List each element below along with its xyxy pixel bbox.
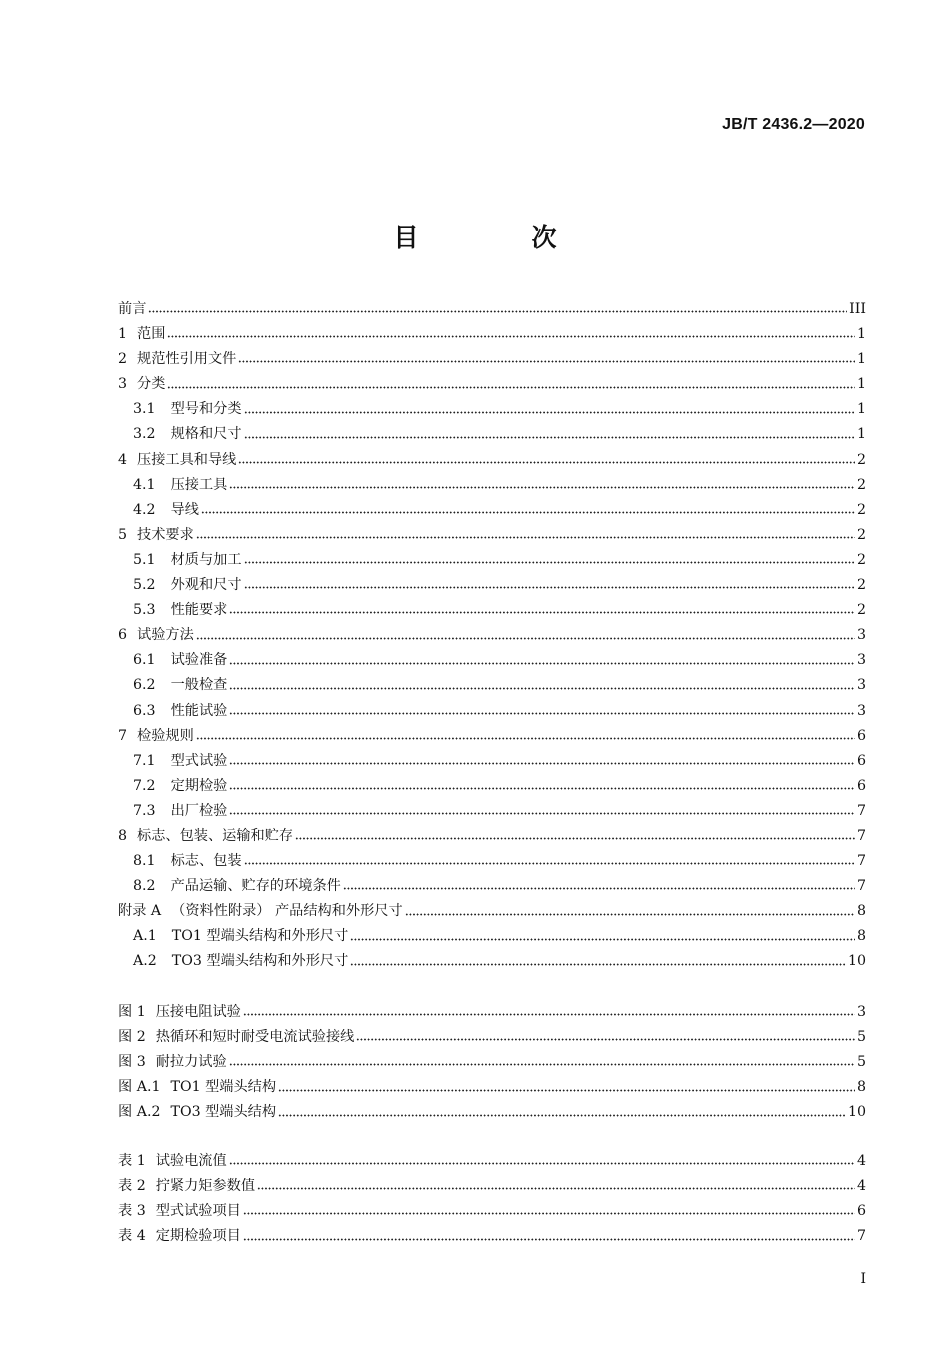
toc-entry-number: 8.1 — [133, 853, 156, 870]
toc-entry-label: 型式试验 — [170, 752, 228, 769]
toc-entry-label: 规范性引用文件 — [137, 351, 237, 368]
toc-entry-page: 2 — [856, 602, 866, 619]
toc-entry-label: 试验准备 — [170, 652, 228, 669]
toc-entry-label: 范围 — [137, 326, 166, 343]
toc-entry-number: 6.1 — [133, 652, 156, 669]
toc-entry-page: 3 — [856, 702, 866, 719]
toc-entry-page: 10 — [847, 1104, 866, 1121]
toc-entry-page: 2 — [856, 577, 866, 594]
toc-entry[interactable] — [118, 422, 866, 447]
toc-entry-label: 定期检验 — [170, 777, 228, 794]
toc-entry-number: 表 3 — [118, 1203, 146, 1220]
toc-entry-number: 7.1 — [133, 752, 156, 769]
toc-entry-number: 3 — [118, 376, 128, 393]
toc-entry-page: 7 — [856, 827, 866, 844]
toc-leader-dots — [257, 1180, 855, 1194]
toc-leader-dots — [278, 1106, 846, 1120]
page-title: 目 次 — [393, 223, 601, 252]
toc-entry-label: TO1 型端头结构和外形尺寸 — [171, 928, 349, 945]
toc-leader-dots — [350, 955, 846, 969]
toc-entry-page: 5 — [856, 1029, 866, 1046]
toc-entry-label: 导线 — [170, 501, 199, 518]
toc-entry[interactable] — [118, 724, 866, 749]
toc-entry-number: 5.1 — [133, 551, 156, 568]
toc-entry-number: 附录 A — [118, 903, 162, 920]
toc-entry-label: TO1 型端头结构 — [170, 1079, 277, 1096]
page-number: I — [860, 1271, 866, 1287]
toc-entry-page: 1 — [856, 376, 866, 393]
toc-entry[interactable] — [118, 949, 866, 974]
toc-entry[interactable] — [118, 397, 866, 422]
toc-entry-number: 3.1 — [133, 401, 156, 418]
toc-entry-page: 2 — [856, 476, 866, 493]
toc-entry-page: 8 — [856, 928, 866, 945]
toc-entry-label: TO3 型端头结构和外形尺寸 — [171, 953, 349, 970]
toc-sections-list — [118, 297, 866, 975]
toc-entry[interactable] — [118, 473, 866, 498]
toc-leader-dots — [243, 1230, 855, 1244]
toc-entry[interactable] — [118, 347, 866, 372]
toc-entry[interactable] — [118, 799, 866, 824]
toc-entry-label: 前言 — [118, 301, 147, 317]
toc-entry-label: 分类 — [137, 376, 166, 393]
toc-entry[interactable] — [118, 1224, 866, 1249]
toc-entry-number: 5.3 — [133, 602, 156, 619]
toc-entry-page: 8 — [856, 903, 866, 920]
toc-entry[interactable] — [118, 322, 866, 347]
toc-entry-label: 性能试验 — [170, 702, 228, 719]
toc-entry[interactable] — [118, 498, 866, 523]
toc-entry-label: 热循环和短时耐受电流试验接线 — [155, 1029, 355, 1046]
toc-entry-number: 6.2 — [133, 677, 156, 694]
toc-leader-dots — [196, 629, 855, 643]
toc-leader-dots — [238, 353, 855, 367]
toc-entry[interactable] — [118, 523, 866, 548]
toc-entry-page: 3 — [856, 1004, 866, 1020]
toc-entry-page: 7 — [856, 878, 866, 895]
toc-leader-dots — [229, 754, 855, 768]
toc-entry[interactable] — [118, 372, 866, 397]
toc-leader-dots — [229, 704, 855, 718]
toc-entry[interactable] — [118, 899, 866, 924]
toc-entry-label: 试验电流值 — [155, 1153, 227, 1169]
toc-entry-number: 3.2 — [133, 426, 156, 443]
document-code: JB/T 2436.2—2020 — [722, 116, 865, 133]
toc-entry-page: 7 — [856, 1228, 866, 1245]
toc-entry[interactable] — [118, 1199, 866, 1224]
toc-entry-label: 产品运输、贮存的环境条件 — [170, 878, 341, 895]
toc-entry-number: 表 1 — [118, 1153, 146, 1169]
toc-leader-dots — [243, 1005, 855, 1019]
toc-leader-dots — [356, 1031, 855, 1045]
toc-leader-dots — [295, 829, 855, 843]
toc-entry-page: 4 — [856, 1178, 866, 1195]
toc-leader-dots — [244, 403, 855, 417]
toc-leader-dots — [405, 905, 855, 919]
toc-entry-number: 1 — [118, 326, 128, 343]
toc-entry[interactable] — [118, 297, 866, 322]
toc-entry-label: 压接工具 — [170, 476, 228, 493]
toc-entry[interactable] — [118, 1000, 866, 1025]
toc-leader-dots — [229, 654, 855, 668]
toc-entry-page: 8 — [856, 1079, 866, 1096]
toc-entry-number: 7.2 — [133, 777, 156, 794]
toc-entry-number: 表 2 — [118, 1178, 146, 1195]
toc-entry-label: 规格和尺寸 — [170, 426, 242, 443]
toc-entry-page: 1 — [856, 426, 866, 443]
toc-entry-page: 3 — [856, 652, 866, 669]
toc-tables-list — [118, 1149, 866, 1249]
toc-entry[interactable] — [118, 699, 866, 724]
toc-entry-page: 5 — [856, 1054, 866, 1071]
toc-entry-number: 图 1 — [118, 1004, 146, 1020]
toc-entry[interactable] — [118, 598, 866, 623]
toc-leader-dots — [243, 1205, 855, 1219]
toc-leader-dots — [350, 930, 855, 944]
toc-entry[interactable] — [118, 924, 866, 949]
toc-leader-dots — [229, 779, 855, 793]
toc-leader-dots — [229, 679, 855, 693]
toc-entry-label: 材质与加工 — [170, 551, 242, 568]
toc-entry-number: A.1 — [133, 928, 157, 945]
toc-entry-label: TO3 型端头结构 — [170, 1104, 277, 1121]
toc-entry[interactable] — [118, 1174, 866, 1199]
toc-entry-label: 一般检查 — [170, 677, 228, 694]
toc-entry-label: 出厂检验 — [170, 802, 228, 819]
toc-entry[interactable] — [118, 874, 866, 899]
toc-entry-page: 1 — [856, 401, 866, 418]
toc-leader-dots — [167, 378, 855, 392]
toc-entry[interactable] — [118, 824, 866, 849]
toc-leader-dots — [201, 503, 855, 517]
toc-entry-number: 表 4 — [118, 1228, 146, 1245]
toc-entry-label: 外观和尺寸 — [170, 577, 242, 594]
toc-entry[interactable] — [118, 1100, 866, 1125]
toc-entry[interactable] — [118, 673, 866, 698]
toc-entry-page: 2 — [856, 551, 866, 568]
toc-entry-number: 5.2 — [133, 577, 156, 594]
toc-entry-label: 型号和分类 — [170, 401, 242, 418]
toc-leader-dots — [229, 604, 855, 618]
toc-entry-label: 压接电阻试验 — [155, 1004, 241, 1020]
toc-entry-label: 耐拉力试验 — [155, 1054, 227, 1071]
toc-entry[interactable] — [118, 849, 866, 874]
toc-leader-dots — [244, 428, 855, 442]
toc-entry[interactable] — [118, 548, 866, 573]
toc-leader-dots — [229, 1056, 855, 1070]
toc-entry-number: 图 2 — [118, 1029, 146, 1046]
toc-entry-page: 3 — [856, 677, 866, 694]
toc-entry-number: 4.1 — [133, 476, 156, 493]
toc-entry-number: 8 — [118, 827, 128, 844]
toc-entry-number: 5 — [118, 526, 128, 543]
toc-entry-number: 7.3 — [133, 802, 156, 819]
toc-entry-page: 1 — [856, 351, 866, 368]
toc-entry-page: 2 — [856, 451, 866, 468]
toc-leader-dots — [238, 453, 855, 467]
toc-entry-page: 6 — [856, 777, 866, 794]
toc-leader-dots — [196, 729, 855, 743]
toc-entry[interactable] — [118, 573, 866, 598]
toc-entry[interactable] — [118, 749, 866, 774]
toc-entry-label: 标志、包装、运输和贮存 — [137, 827, 294, 844]
toc-leader-dots — [244, 855, 855, 869]
toc-leader-dots — [229, 1154, 855, 1168]
toc-entry[interactable] — [118, 1075, 866, 1100]
toc-entry[interactable] — [118, 1050, 866, 1075]
toc-figures-list — [118, 1000, 866, 1125]
toc-leader-dots — [167, 328, 855, 342]
toc-entry-label: 型式试验项目 — [155, 1203, 241, 1220]
toc-entry-number: 图 A.1 — [118, 1079, 161, 1096]
toc-entry-number: 4 — [118, 451, 128, 468]
toc-entry-number: 2 — [118, 351, 128, 368]
toc-entry[interactable] — [118, 1025, 866, 1050]
toc-leader-dots — [148, 302, 847, 316]
toc-entry-number: 6 — [118, 627, 128, 644]
toc-entry-page: 6 — [856, 752, 866, 769]
toc-entry-label: 定期检验项目 — [155, 1228, 241, 1245]
toc-entry-page: 1 — [856, 326, 866, 343]
toc-entry-label: 性能要求 — [170, 602, 228, 619]
toc-entry-page: 2 — [856, 501, 866, 518]
toc-entry-page: III — [849, 301, 866, 317]
toc-entry[interactable] — [118, 1149, 866, 1174]
toc-entry[interactable] — [118, 774, 866, 799]
toc-leader-dots — [244, 553, 855, 567]
toc-entry-number: A.2 — [133, 953, 157, 970]
toc-leader-dots — [244, 578, 855, 592]
toc-entry-number: 4.2 — [133, 501, 156, 518]
toc-entry-page: 7 — [856, 802, 866, 819]
toc-leader-dots — [196, 528, 855, 542]
toc-entry-page: 6 — [856, 727, 866, 744]
toc-leader-dots — [229, 804, 855, 818]
toc-entry-page: 7 — [856, 853, 866, 870]
toc-entry-label: 标志、包装 — [170, 853, 242, 870]
toc-entry-label: 拧紧力矩参数值 — [155, 1178, 256, 1195]
toc-entry-page: 10 — [847, 953, 866, 970]
toc-leader-dots — [229, 478, 855, 492]
toc-entry-page: 2 — [856, 526, 866, 543]
toc-entry-page: 3 — [856, 627, 866, 644]
toc-leader-dots — [343, 880, 855, 894]
toc-entry-page: 6 — [856, 1203, 866, 1220]
toc-entry-label: 压接工具和导线 — [137, 451, 237, 468]
toc-entry-number: 8.2 — [133, 878, 156, 895]
toc-entry-label: 检验规则 — [137, 727, 194, 744]
toc-leader-dots — [278, 1081, 855, 1095]
toc-entry[interactable] — [118, 623, 866, 648]
toc-entry-page: 4 — [856, 1153, 866, 1169]
toc-entry[interactable] — [118, 648, 866, 673]
toc-entry-number: 图 3 — [118, 1054, 146, 1071]
toc-entry-label: 技术要求 — [137, 526, 194, 543]
toc-entry-number: 7 — [118, 727, 128, 744]
toc-entry[interactable] — [118, 448, 866, 473]
toc-entry-label: 试验方法 — [137, 627, 194, 644]
toc-entry-label: （资料性附录） 产品结构和外形尺寸 — [171, 903, 403, 920]
toc-entry-number: 6.3 — [133, 702, 156, 719]
toc-entry-number: 图 A.2 — [118, 1104, 161, 1121]
